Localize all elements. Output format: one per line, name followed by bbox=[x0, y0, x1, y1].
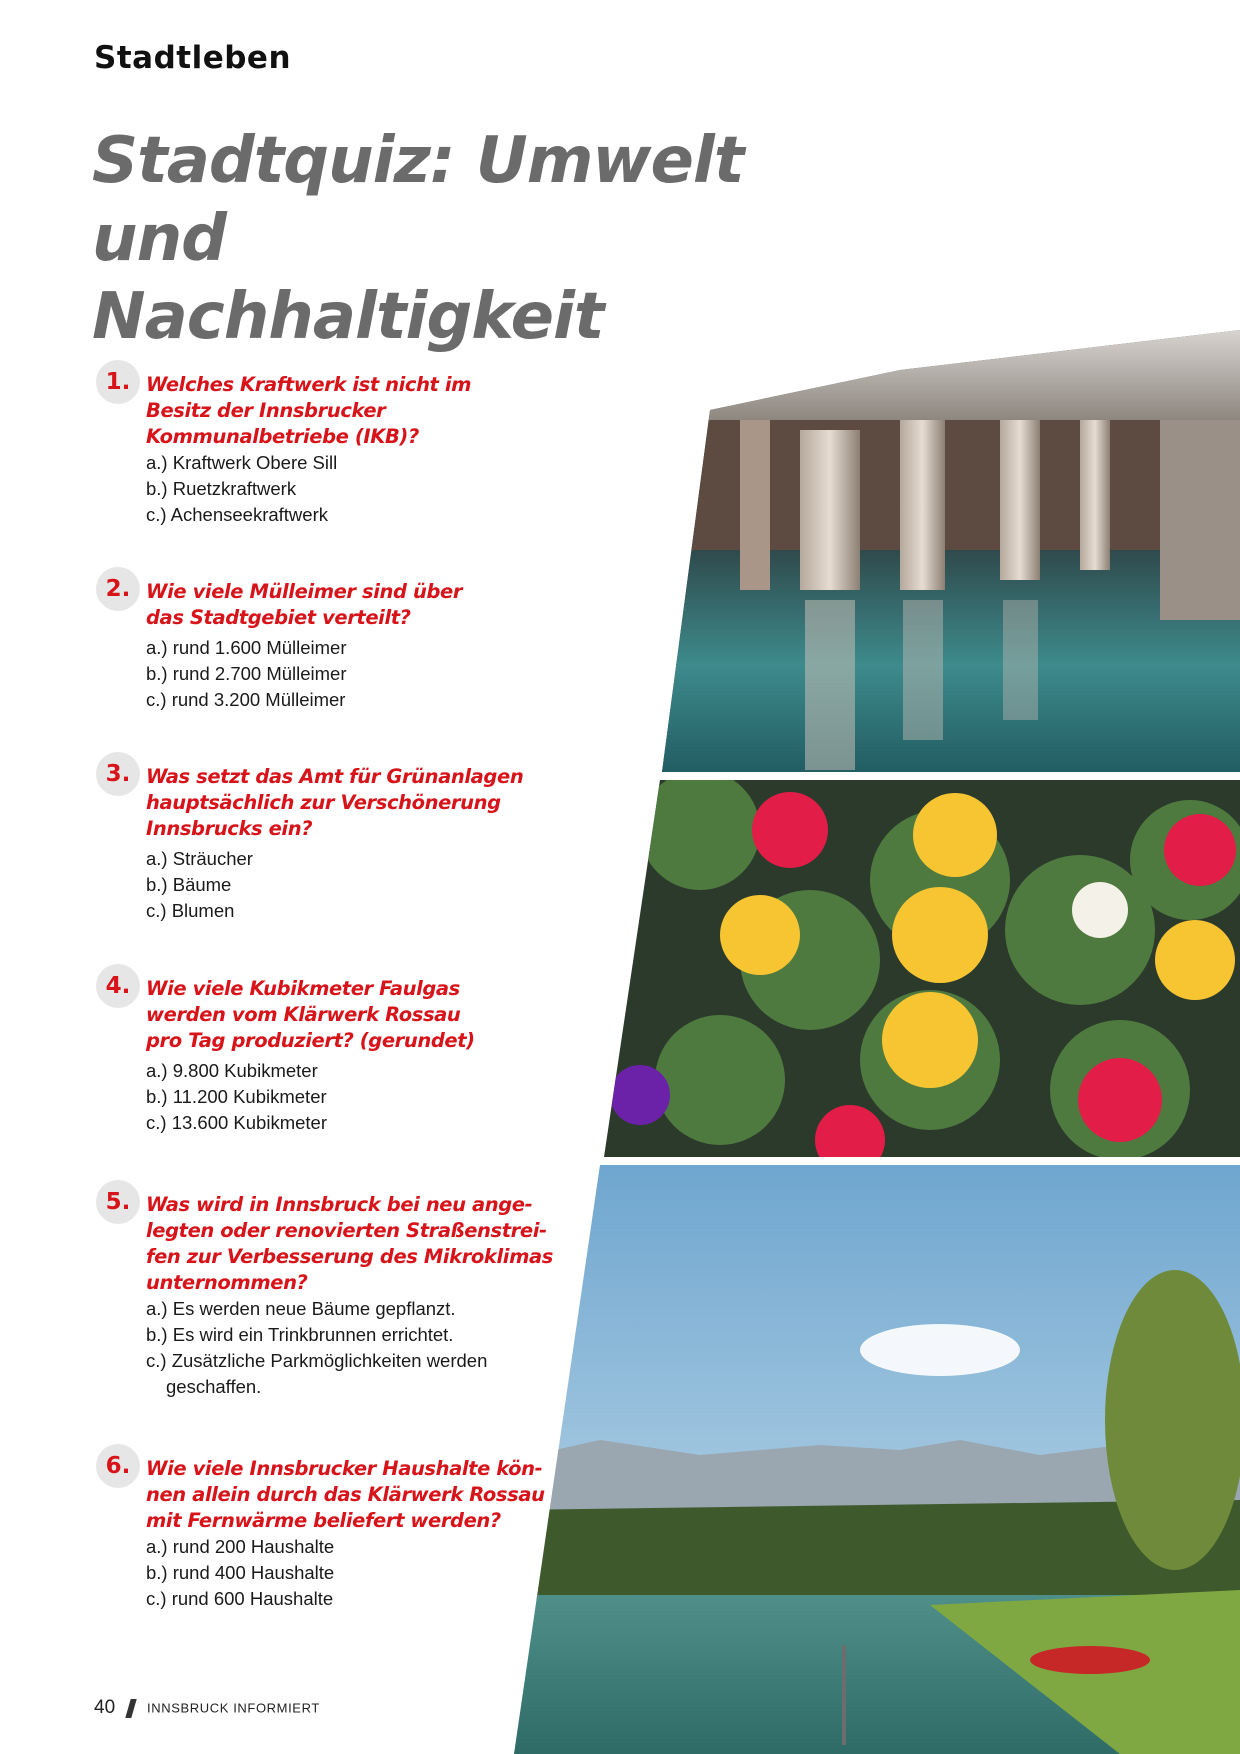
publication-name: INNSBRUCK INFORMIERT bbox=[147, 1700, 320, 1716]
answer-option-b: b.) rund 2.700 Mülleimer bbox=[146, 663, 347, 684]
question-line: unternommen? bbox=[146, 1271, 308, 1294]
question-line: Besitz der Innsbrucker bbox=[146, 399, 386, 422]
answer-option-c: c.) Zusätzliche Parkmöglichkeiten werden geschaffen. bbox=[146, 1350, 488, 1397]
question-line: Kommunalbetriebe (IKB)? bbox=[146, 425, 419, 448]
answer-option-b: b.) Bäume bbox=[146, 874, 232, 895]
question-number-badge: 4. bbox=[96, 964, 140, 1008]
question-line: Wie viele Innsbrucker Haushalte kön- bbox=[146, 1457, 543, 1480]
question-line: fen zur Verbesserung des Mikroklimas bbox=[146, 1245, 553, 1268]
page-number: 40 bbox=[94, 1697, 116, 1718]
lake-landscape-photo bbox=[510, 1165, 1240, 1754]
question-number-badge: 2. bbox=[96, 567, 140, 611]
primrose-flowers-photo bbox=[600, 770, 1240, 1175]
question-line: Was wird in Innsbruck bei neu ange- bbox=[146, 1193, 533, 1216]
answer-option-a: a.) rund 200 Haushalte bbox=[146, 1536, 335, 1557]
answer-option-c: c.) Blumen bbox=[146, 900, 235, 921]
answer-option-b: b.) Ruetzkraftwerk bbox=[146, 478, 297, 499]
footer-divider bbox=[125, 1699, 136, 1718]
question-number-badge: 3. bbox=[96, 752, 140, 796]
question-line: pro Tag produziert? (gerundet) bbox=[146, 1029, 475, 1052]
page-title-line-2: Nachhaltigkeit bbox=[92, 280, 604, 354]
question-line: Innsbrucks ein? bbox=[146, 817, 313, 840]
answer-option-a: a.) Es werden neue Bäume gepflanzt. bbox=[146, 1298, 456, 1319]
page-footer bbox=[94, 1697, 320, 1719]
reservoir-photo bbox=[600, 320, 1240, 780]
question-line: Wie viele Mülleimer sind über bbox=[146, 580, 463, 603]
question-number-badge: 6. bbox=[96, 1444, 140, 1488]
section-label: Stadtleben bbox=[94, 40, 292, 76]
page-title-line-1: Stadtquiz: Umwelt und bbox=[92, 124, 744, 276]
question-line: hauptsächlich zur Verschönerung bbox=[146, 791, 501, 814]
answer-option-c: c.) Achenseekraftwerk bbox=[146, 504, 328, 525]
question-number-badge: 1. bbox=[96, 360, 140, 404]
answer-option-a: a.) Sträucher bbox=[146, 848, 253, 869]
question-line: Was setzt das Amt für Grünanlagen bbox=[146, 765, 524, 788]
question-line: mit Fernwärme beliefert werden? bbox=[146, 1509, 501, 1532]
question-line: legten oder renovierten Straßenstrei- bbox=[146, 1219, 547, 1242]
question-line: Wie viele Kubikmeter Faulgas bbox=[146, 977, 460, 1000]
question-line: werden vom Klärwerk Rossau bbox=[146, 1003, 461, 1026]
answer-option-c: c.) rund 600 Haushalte bbox=[146, 1588, 334, 1609]
answer-option-c: c.) rund 3.200 Mülleimer bbox=[146, 689, 346, 710]
answer-option-b: b.) 11.200 Kubikmeter bbox=[146, 1086, 327, 1107]
answer-option-b: b.) Es wird ein Trinkbrunnen errichtet. bbox=[146, 1324, 454, 1345]
question-line: das Stadtgebiet verteilt? bbox=[146, 606, 411, 629]
question-number-badge: 5. bbox=[96, 1180, 140, 1224]
answer-option-a: a.) rund 1.600 Mülleimer bbox=[146, 637, 347, 658]
question-line: Welches Kraftwerk ist nicht im bbox=[146, 373, 472, 396]
answer-option-b: b.) rund 400 Haushalte bbox=[146, 1562, 335, 1583]
answer-option-c: c.) 13.600 Kubikmeter bbox=[146, 1112, 327, 1133]
answer-option-a: a.) Kraftwerk Obere Sill bbox=[146, 452, 338, 473]
answer-option-a: a.) 9.800 Kubikmeter bbox=[146, 1060, 318, 1081]
question-line: nen allein durch das Klärwerk Rossau bbox=[146, 1483, 545, 1506]
